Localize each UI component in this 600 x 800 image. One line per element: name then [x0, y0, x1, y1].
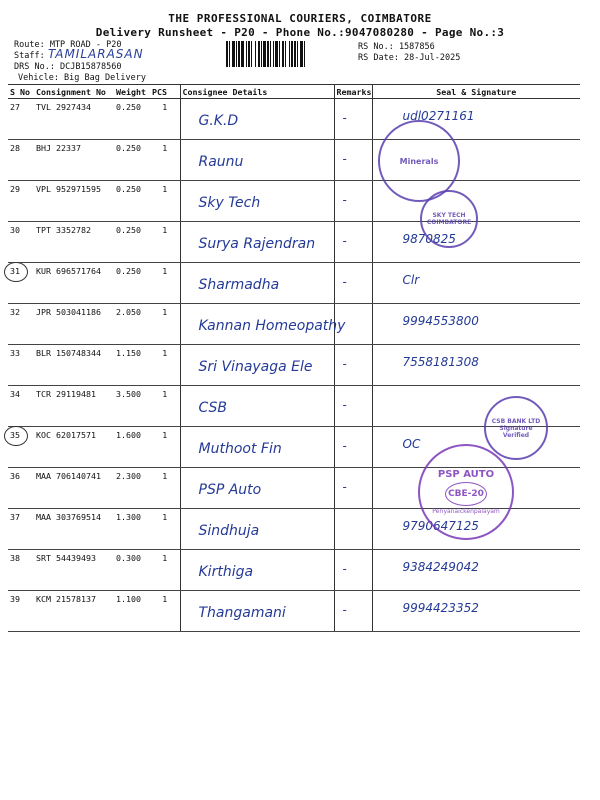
vehicle-label: Vehicle: Big Bag Delivery [18, 73, 146, 83]
sky-tech-stamp-text: SKY TECH COIMBATORE [426, 212, 472, 226]
row-remark: - [342, 603, 347, 617]
row-consignee-handwriting: Sri Vinayaga Ele [198, 359, 313, 375]
row-consignment-no: JPR 503041186 [34, 304, 114, 345]
row-consignee-handwriting: Thangamani [198, 605, 286, 621]
row-pcs: 1 [150, 99, 180, 140]
row-consignee-handwriting: G.K.D [198, 113, 239, 129]
delivery-table [8, 84, 580, 632]
table-row [8, 222, 580, 263]
table-row [8, 550, 580, 591]
row-consignee-cell [180, 550, 334, 591]
col-pcs: PCS [150, 85, 180, 99]
row-remark: - [342, 357, 347, 371]
row-remarks-cell [334, 99, 372, 140]
row-weight: 1.300 [114, 509, 150, 550]
row-remarks-cell [334, 509, 372, 550]
row-consignee-cell [180, 99, 334, 140]
row-signature-handwriting: OC [402, 437, 421, 451]
row-remarks-cell [334, 468, 372, 509]
row-signature-handwriting: 9994553800 [402, 314, 479, 328]
row-consignment-no: TPT 3352782 [34, 222, 114, 263]
psp-stamp-place: Periyanaickenpalayam [432, 508, 500, 515]
row-consignee-cell [180, 345, 334, 386]
row-consignment-no: KUR 696571764 [34, 263, 114, 304]
row-consignment-no: MAA 706140741 [34, 468, 114, 509]
row-signature-cell [372, 263, 580, 304]
sky-tech-stamp [420, 190, 478, 248]
col-consignment: Consignment No [34, 85, 114, 99]
row-pcs: 1 [150, 550, 180, 591]
row-signature-handwriting: 9384249042 [402, 560, 479, 574]
row-signature-handwriting: udl0271161 [402, 109, 475, 123]
row-remarks-cell [334, 427, 372, 468]
barcode-bar [305, 41, 306, 67]
row-consignee-handwriting: Sky Tech [198, 195, 261, 211]
row-signature-cell [372, 386, 580, 427]
row-signature-handwriting: 9994423352 [402, 601, 479, 615]
row-consignment-no: KOC 62017571 [34, 427, 114, 468]
table-row [8, 263, 580, 304]
row-sno: 30 [8, 222, 34, 263]
row-remark: - [342, 275, 347, 289]
row-signature-handwriting: 7558181308 [402, 355, 479, 369]
row-consignee-cell [180, 386, 334, 427]
col-seal-signature: Seal & Signature [372, 85, 580, 99]
table-row [8, 345, 580, 386]
row-consignee-handwriting: CSB [198, 400, 228, 416]
row-sno: 37 [8, 509, 34, 550]
row-pcs: 1 [150, 263, 180, 304]
row-sno: 27 [8, 99, 34, 140]
row-consignee-cell [180, 140, 334, 181]
row-consignee-cell [180, 263, 334, 304]
row-remarks-cell [334, 550, 372, 591]
row-consignee-handwriting: Kirthiga [198, 564, 254, 580]
row-consignee-handwriting: Raunu [198, 154, 244, 170]
col-sno: S No [8, 85, 34, 99]
row-consignment-no: MAA 303769514 [34, 509, 114, 550]
barcode-image [226, 41, 350, 67]
row-consignee-handwriting: Sharmadha [198, 277, 280, 293]
drs-number: DRS No.: DCJB15878560 [14, 62, 122, 72]
row-weight: 0.250 [114, 140, 150, 181]
row-remark: - [342, 439, 347, 453]
row-signature-cell [372, 550, 580, 591]
row-consignee-handwriting: Muthoot Fin [198, 441, 282, 457]
row-consignee-cell [180, 509, 334, 550]
col-remarks: Remarks [334, 85, 372, 99]
row-remarks-cell [334, 345, 372, 386]
row-sno: 32 [8, 304, 34, 345]
table-row [8, 181, 580, 222]
row-consignee-cell [180, 222, 334, 263]
row-consignment-no: KCM 21578137 [34, 591, 114, 632]
row-weight: 0.250 [114, 263, 150, 304]
row-remarks-cell [334, 222, 372, 263]
row-31-circle-mark [4, 262, 28, 282]
csb-stamp-text: CSB BANK LTD Signature Verified [491, 417, 541, 439]
row-consignment-no: BLR 150748344 [34, 345, 114, 386]
psp-auto-stamp [418, 444, 514, 540]
row-pcs: 1 [150, 591, 180, 632]
row-pcs: 1 [150, 140, 180, 181]
row-sno: 31 [8, 263, 34, 304]
row-signature-cell [372, 304, 580, 345]
row-sno: 34 [8, 386, 34, 427]
row-weight: 0.250 [114, 222, 150, 263]
row-consignment-no: VPL 952971595 [34, 181, 114, 222]
row-remarks-cell [334, 140, 372, 181]
table-header-row [8, 85, 580, 99]
row-signature-handwriting: 9790647125 [402, 519, 479, 533]
row-consignee-handwriting: Kannan Homeopathy [198, 318, 346, 334]
row-weight: 3.500 [114, 386, 150, 427]
table-row [8, 140, 580, 181]
row-sno: 39 [8, 591, 34, 632]
row-consignee-cell [180, 468, 334, 509]
row-consignee-handwriting: Surya Rajendran [198, 236, 316, 252]
row-weight: 2.300 [114, 468, 150, 509]
table-row [8, 304, 580, 345]
staff-label: Staff: [14, 51, 45, 61]
row-consignee-cell [180, 591, 334, 632]
row-consignment-no: SRT 54439493 [34, 550, 114, 591]
row-pcs: 1 [150, 304, 180, 345]
row-sno: 29 [8, 181, 34, 222]
row-remarks-cell [334, 263, 372, 304]
row-consignment-no: TCR 29119481 [34, 386, 114, 427]
row-consignment-no: BHJ 22337 [34, 140, 114, 181]
row-remark: - [342, 111, 347, 125]
row-consignee-handwriting: PSP Auto [198, 482, 262, 498]
row-sno: 33 [8, 345, 34, 386]
psp-stamp-name: PSP AUTO [437, 469, 495, 480]
staff-name: TAMILARASAN [48, 47, 144, 61]
row-remark: - [342, 193, 347, 207]
row-remark: - [342, 234, 347, 248]
route-label: Route: MTP ROAD - P20 [14, 40, 122, 50]
row-remark: - [342, 480, 347, 494]
minerals-stamp-text: Minerals [399, 156, 439, 166]
row-signature-cell [372, 345, 580, 386]
row-pcs: 1 [150, 345, 180, 386]
psp-stamp-code: CBE-20 [445, 482, 487, 506]
row-pcs: 1 [150, 427, 180, 468]
row-remarks-cell [334, 304, 372, 345]
row-consignment-no: TVL 2927434 [34, 99, 114, 140]
col-consignee: Consignee Details [180, 85, 334, 99]
rs-date: RS Date: 28-Jul-2025 [358, 53, 461, 63]
row-pcs: 1 [150, 509, 180, 550]
row-pcs: 1 [150, 181, 180, 222]
row-remark: - [342, 562, 347, 576]
row-weight: 0.250 [114, 99, 150, 140]
row-weight: 1.600 [114, 427, 150, 468]
row-consignee-cell [180, 181, 334, 222]
row-weight: 0.300 [114, 550, 150, 591]
col-weight: Weight [114, 85, 150, 99]
row-signature-handwriting: 9870825 [402, 232, 456, 246]
row-pcs: 1 [150, 386, 180, 427]
row-weight: 2.050 [114, 304, 150, 345]
row-consignee-cell [180, 427, 334, 468]
row-sno: 38 [8, 550, 34, 591]
company-title: THE PROFESSIONAL COURIERS, COIMBATORE [168, 12, 432, 25]
table-row [8, 591, 580, 632]
row-remark: - [342, 152, 347, 166]
row-35-circle-mark [4, 426, 28, 446]
row-signature-cell [372, 591, 580, 632]
row-sno: 35 [8, 427, 34, 468]
row-signature-handwriting: Clr [402, 273, 420, 287]
row-sno: 36 [8, 468, 34, 509]
row-weight: 1.100 [114, 591, 150, 632]
row-sno: 28 [8, 140, 34, 181]
row-consignee-cell [180, 304, 346, 345]
runsheet-subtitle: Delivery Runsheet - P20 - Phone No.:9047080280 - Page No.:3 [95, 26, 505, 39]
row-weight: 0.250 [114, 181, 150, 222]
row-remarks-cell [334, 386, 372, 427]
row-remarks-cell [334, 591, 372, 632]
table-row [8, 99, 580, 140]
row-remarks-cell [334, 181, 372, 222]
row-pcs: 1 [150, 222, 180, 263]
row-weight: 1.150 [114, 345, 150, 386]
row-consignee-handwriting: Sindhuja [198, 523, 260, 539]
row-pcs: 1 [150, 468, 180, 509]
csb-bank-stamp [484, 396, 548, 460]
row-remark: - [342, 398, 347, 412]
rs-number: RS No.: 1587856 [358, 42, 435, 52]
